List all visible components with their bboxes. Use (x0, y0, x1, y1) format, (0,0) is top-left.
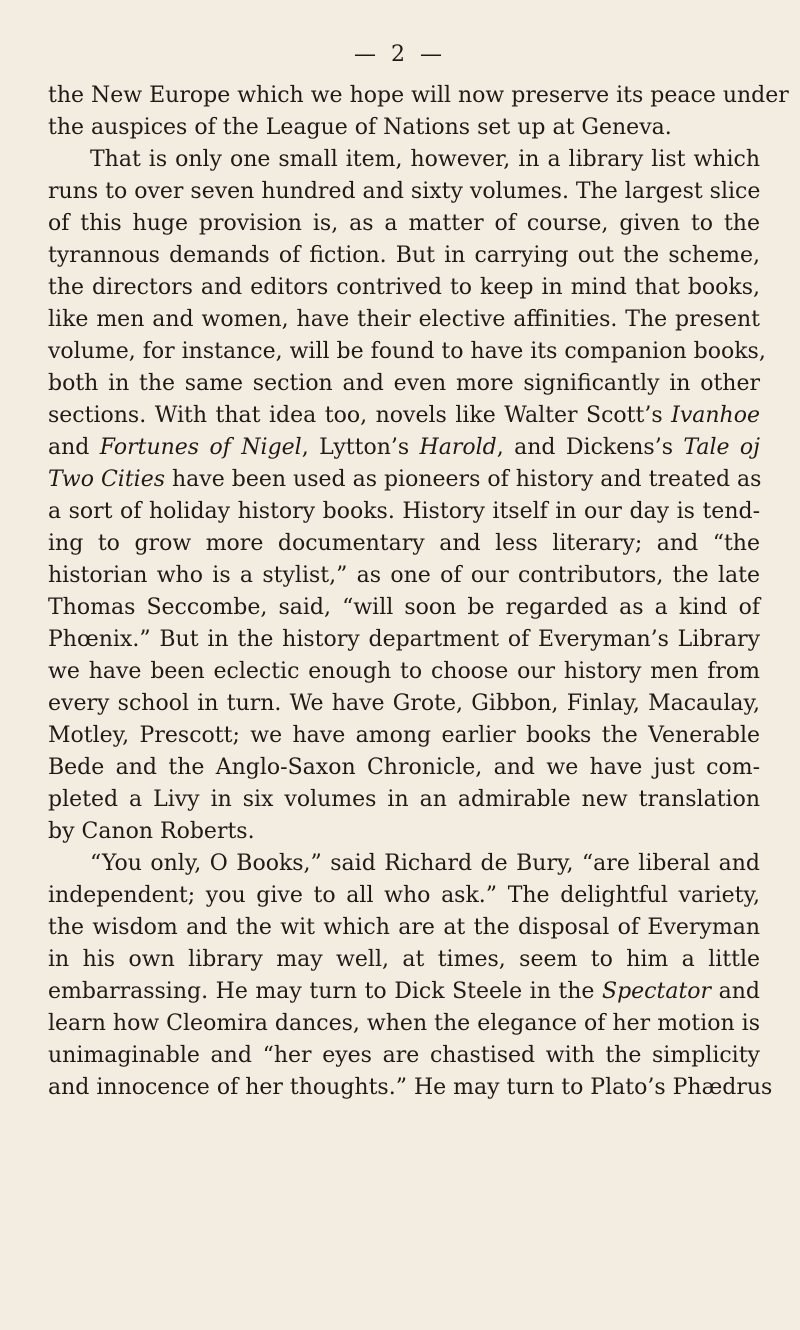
text-line: sections. With that idea too, novels like Walter Scott’s Ivanhoe (48, 403, 760, 428)
text-line: volume, for instance, will be found to have its companion books, (48, 339, 766, 364)
text-line: a sort of holiday history books. History itself in our day is tend- (48, 499, 760, 524)
text-line: we have been eclectic enough to choose our history men from (48, 659, 760, 684)
book-title: Spectator (602, 979, 712, 1004)
book-title: Tale oj (683, 435, 760, 460)
text-line: Motley, Prescott; we have among earlier books the Venerable (48, 723, 760, 748)
text-line: Bede and the Anglo-Saxon Chronicle, and we have just com- (48, 755, 760, 780)
text-line: of this huge provision is, as a matter of course, given to the (48, 211, 760, 236)
text-line: pleted a Livy in six volumes in an admirable new translation (48, 787, 760, 812)
text-line: in his own library may well, at times, seem to him a little (48, 947, 760, 972)
text-line: ing to grow more documentary and less literary; and “the (48, 531, 760, 556)
book-title: Ivanhoe (671, 403, 760, 428)
text-line: Thomas Seccombe, said, “will soon be regarded as a kind of (48, 595, 760, 620)
body-text (48, 80, 789, 1104)
text-line: by Canon Roberts. (48, 819, 255, 844)
book-title: Harold (419, 435, 497, 460)
text-line: Two Cities have been used as pioneers of history and treated as (48, 467, 762, 492)
book-title: Two Cities (48, 467, 166, 492)
text-line: unimaginable and “her eyes are chastised with the simplicity (48, 1043, 760, 1068)
text-line: Phœnix.” But in the history department of Everyman’s Library (48, 627, 760, 652)
text-line: the New Europe which we hope will now preserve its peace under (48, 83, 789, 108)
text-line: the directors and editors contrived to keep in mind that books, (48, 275, 760, 300)
book-title: Fortunes of Nigel (99, 435, 302, 460)
text-line: the auspices of the League of Nations set up at Geneva. (48, 115, 672, 140)
text-line: every school in turn. We have Grote, Gibbon, Finlay, Macaulay, (48, 691, 760, 716)
text-line: That is only one small item, however, in a library list which (90, 147, 760, 172)
text-line: “You only, O Books,” said Richard de Bury, “are liberal and (90, 851, 760, 876)
text-line: embarrassing. He may turn to Dick Steele in the Spectator and (48, 979, 760, 1004)
text-line: and Fortunes of Nigel, Lytton’s Harold, and Dickens’s Tale oj (48, 435, 760, 460)
text-line: independent; you give to all who ask.” The delightful variety, (48, 883, 760, 908)
text-line: tyrannous demands of fiction. But in carrying out the scheme, (48, 243, 760, 268)
text-line: like men and women, have their elective affinities. The present (48, 307, 760, 332)
text-line: the wisdom and the wit which are at the disposal of Everyman (48, 915, 760, 940)
text-line: both in the same section and even more significantly in other (48, 371, 760, 396)
text-line: and innocence of her thoughts.” He may turn to Plato’s Phædrus (48, 1075, 773, 1100)
text-line: runs to over seven hundred and sixty volumes. The largest slice (48, 179, 761, 204)
text-line: learn how Cleomira dances, when the elegance of her motion is (48, 1011, 760, 1036)
page-number: — 2 — (354, 42, 446, 67)
text-line: historian who is a stylist,” as one of our contributors, the late (48, 563, 760, 588)
